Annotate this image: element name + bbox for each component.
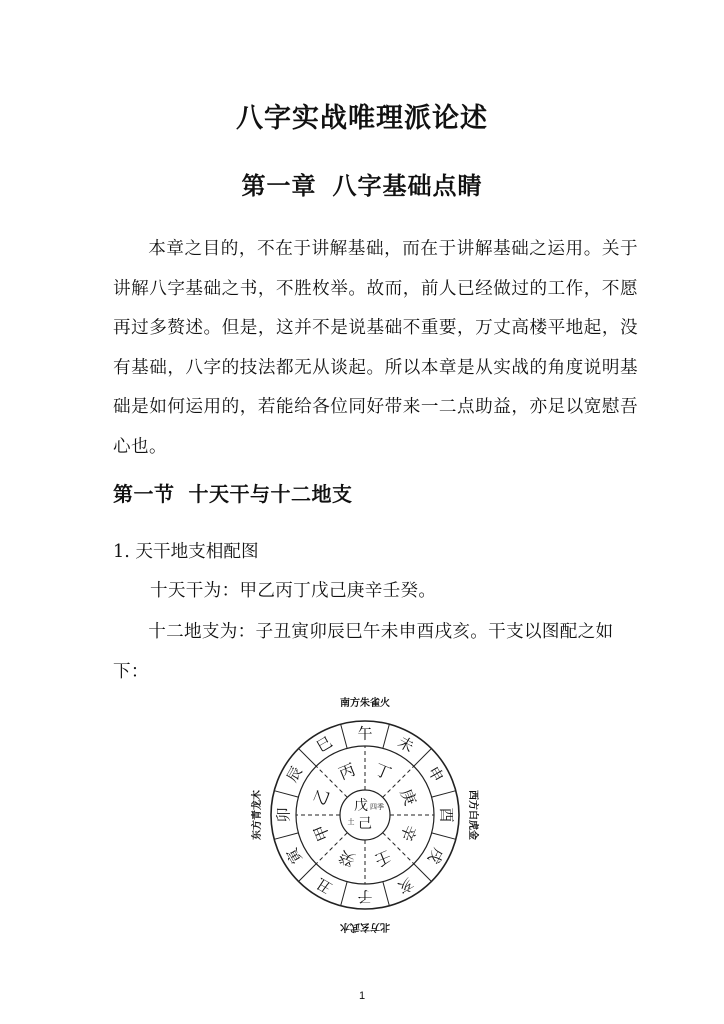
- document-title: 八字实战唯理派论述: [236, 103, 488, 134]
- branch-divider: [432, 833, 456, 839]
- chapter-number: 第一章: [241, 171, 317, 200]
- center-stem-ji: 己: [358, 816, 372, 832]
- branch-char: 戌: [424, 844, 448, 867]
- chapter-heading: [0, 166, 724, 201]
- branch-divider: [383, 724, 389, 748]
- stem-char: 癸: [335, 846, 359, 871]
- stem-char: 乙: [309, 785, 334, 809]
- south-label: 南方朱雀火: [340, 698, 390, 709]
- branch-divider: [414, 864, 432, 882]
- center-note-seasons: 四季: [370, 803, 384, 811]
- branch-divider: [432, 791, 456, 797]
- branch-char: 酉: [437, 807, 456, 823]
- ganzhi-diagram: [240, 690, 490, 940]
- north-label: 北方玄武水: [340, 921, 390, 932]
- branch-divider: [299, 749, 317, 767]
- branch-divider: [383, 882, 389, 906]
- branch-char: 未: [394, 732, 417, 756]
- intro-paragraph: 本章之目的，不在于讲解基础，而在于讲解基础之运用。关于讲解八字基础之书，不胜枚举。故而，前人已经做过的工作，不愿再过多赘述。但是，这并不是说基础不重要，万丈高楼平地起，没有基础，八字的技法都无从谈起。所以本章是从实战的角度说明基础是如何运用的，若能给各位同好带来一二点助益，亦足以宽慰吾心也。: [113, 239, 638, 457]
- branch-divider: [274, 833, 298, 839]
- branch-divider: [299, 864, 317, 882]
- stem-char: 壬: [371, 846, 395, 871]
- chapter-title: 八字基础点睛: [332, 171, 483, 200]
- branch-char: 申: [424, 763, 448, 786]
- stem-char: 丙: [335, 759, 359, 784]
- center-stem-wu: 戊: [354, 798, 368, 814]
- branch-divider: [274, 791, 298, 797]
- west-label: 西方白虎金: [467, 790, 478, 840]
- subheading: 1. 天干地支相配图: [113, 542, 259, 562]
- branch-char: 丑: [313, 874, 336, 898]
- section-number: 第一节: [113, 482, 175, 506]
- page-number: 1: [358, 990, 366, 1002]
- branch-divider: [414, 749, 432, 767]
- section-heading: [113, 478, 353, 507]
- branch-divider: [341, 724, 347, 748]
- stem-char: 甲: [309, 821, 334, 845]
- branch-divider: [341, 882, 347, 906]
- branch-char: 午: [357, 724, 373, 743]
- branch-char: 寅: [282, 844, 306, 867]
- section-title: 十天干与十二地支: [188, 482, 353, 506]
- stem-char: 丁: [371, 759, 395, 784]
- branch-char: 卯: [274, 807, 293, 823]
- branch-char: 子: [357, 887, 373, 906]
- stem-char: 庚: [396, 785, 421, 809]
- center-note-earth: 土: [347, 818, 355, 826]
- east-label: 东方青龙木: [252, 790, 263, 840]
- stems-line: 十天干为：甲乙丙丁戊己庚辛壬癸。: [150, 581, 437, 601]
- branch-char: 亥: [394, 874, 417, 898]
- branch-char: 巳: [313, 732, 336, 756]
- stem-char: 辛: [396, 821, 421, 845]
- branches-line: 十二地支为：子丑寅卯辰巳午未申酉戌亥。干支以图配之如下：: [113, 622, 614, 682]
- branch-char: 辰: [282, 763, 306, 786]
